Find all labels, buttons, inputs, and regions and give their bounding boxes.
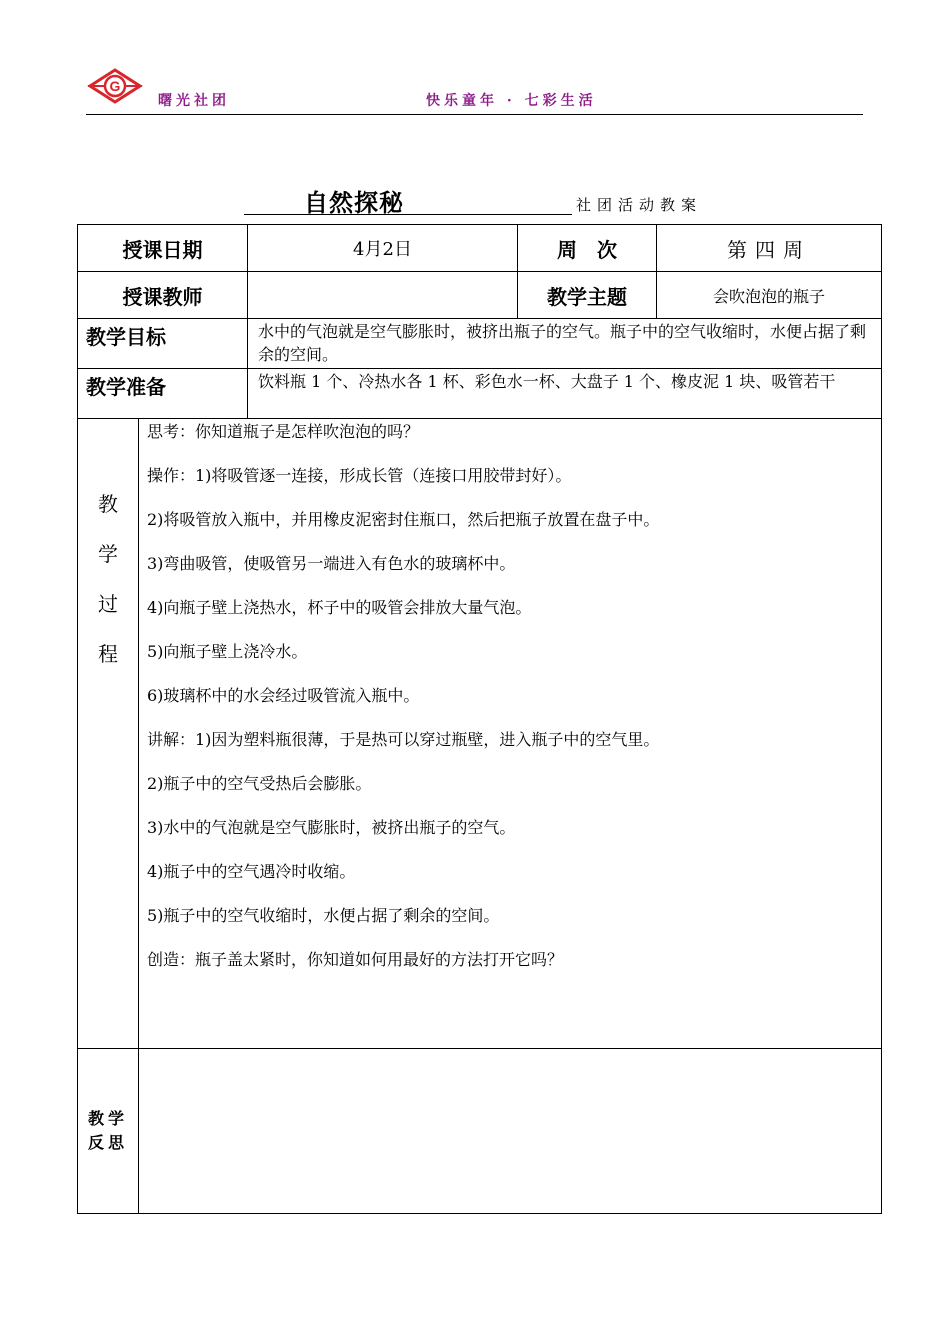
page-subtitle: 社团活动教案 <box>576 196 703 214</box>
process-label-char: 教 <box>98 492 118 516</box>
header-slogan: 快乐童年 · 七彩生活 <box>426 93 597 109</box>
process-label-char: 过 <box>98 592 118 616</box>
goal-label: 教学目标 <box>78 319 248 369</box>
table-row <box>78 1049 882 1214</box>
process-label <box>78 419 139 1049</box>
title-underline <box>244 214 572 215</box>
document-title-row <box>244 182 864 218</box>
date-label: 授课日期 <box>78 225 248 272</box>
process-line: 6)玻璃杯中的水会经过吸管流入瓶中。 <box>147 686 420 705</box>
reflection-label-line: 反思 <box>87 1133 128 1152</box>
table-row <box>78 419 882 1049</box>
process-label-char: 学 <box>98 542 118 566</box>
process-line: 4)瓶子中的空气遇冷时收缩。 <box>147 862 356 881</box>
process-line: 创造：瓶子盖太紧时，你知道如何用最好的方法打开它吗？ <box>147 950 564 969</box>
table-row <box>78 272 882 319</box>
reflection-label-line: 教学 <box>87 1109 128 1128</box>
process-line: 思考：你知道瓶子是怎样吹泡泡的吗？ <box>147 422 420 441</box>
table-row <box>78 319 882 369</box>
reflection-content <box>139 1049 882 1214</box>
logo-letter: G <box>109 78 121 94</box>
page-title: 自然探秘 <box>304 189 404 217</box>
date-value: 4月2日 <box>248 225 518 272</box>
process-line: 2)瓶子中的空气受热后会膨胀。 <box>147 774 372 793</box>
process-line: 5)瓶子中的空气收缩时，水便占据了剩余的空间。 <box>147 906 500 925</box>
club-logo-icon <box>86 66 144 106</box>
theme-label: 教学主题 <box>518 272 657 319</box>
teacher-value <box>248 272 518 319</box>
process-line: 操作：1)将吸管逐一连接，形成长管（连接口用胶带封好）。 <box>147 466 572 485</box>
goal-value: 水中的气泡就是空气膨胀时，被挤出瓶子的空气。瓶子中的空气收缩时，水便占据了剩余的空间。 <box>248 319 882 369</box>
process-line: 5)向瓶子壁上浇冷水。 <box>147 642 308 661</box>
reflection-label <box>78 1049 139 1214</box>
table-row <box>78 369 882 419</box>
header-divider <box>86 114 863 115</box>
process-line: 3)弯曲吸管，使吸管另一端进入有色水的玻璃杯中。 <box>147 554 516 573</box>
prep-value: 饮料瓶 1 个、冷热水各 1 杯、彩色水一杯、大盘子 1 个、橡皮泥 1 块、吸管若干 <box>248 369 882 419</box>
process-line: 讲解：1)因为塑料瓶很薄，于是热可以穿过瓶壁，进入瓶子中的空气里。 <box>147 730 660 749</box>
lesson-plan-table <box>77 224 882 1214</box>
org-name: 曙光社团 <box>158 93 230 109</box>
theme-value: 会吹泡泡的瓶子 <box>657 272 882 319</box>
table-row <box>78 225 882 272</box>
week-value: 第四周 <box>657 225 882 272</box>
teacher-label: 授课教师 <box>78 272 248 319</box>
process-label-char: 程 <box>98 642 118 666</box>
process-line: 2)将吸管放入瓶中，并用橡皮泥密封住瓶口，然后把瓶子放置在盘子中。 <box>147 510 660 529</box>
process-content <box>139 419 882 1049</box>
process-line: 4)向瓶子壁上浇热水，杯子中的吸管会排放大量气泡。 <box>147 598 532 617</box>
page-header <box>0 0 950 120</box>
week-label: 周 次 <box>518 225 657 272</box>
prep-label: 教学准备 <box>78 369 248 419</box>
process-line: 3)水中的气泡就是空气膨胀时，被挤出瓶子的空气。 <box>147 818 516 837</box>
